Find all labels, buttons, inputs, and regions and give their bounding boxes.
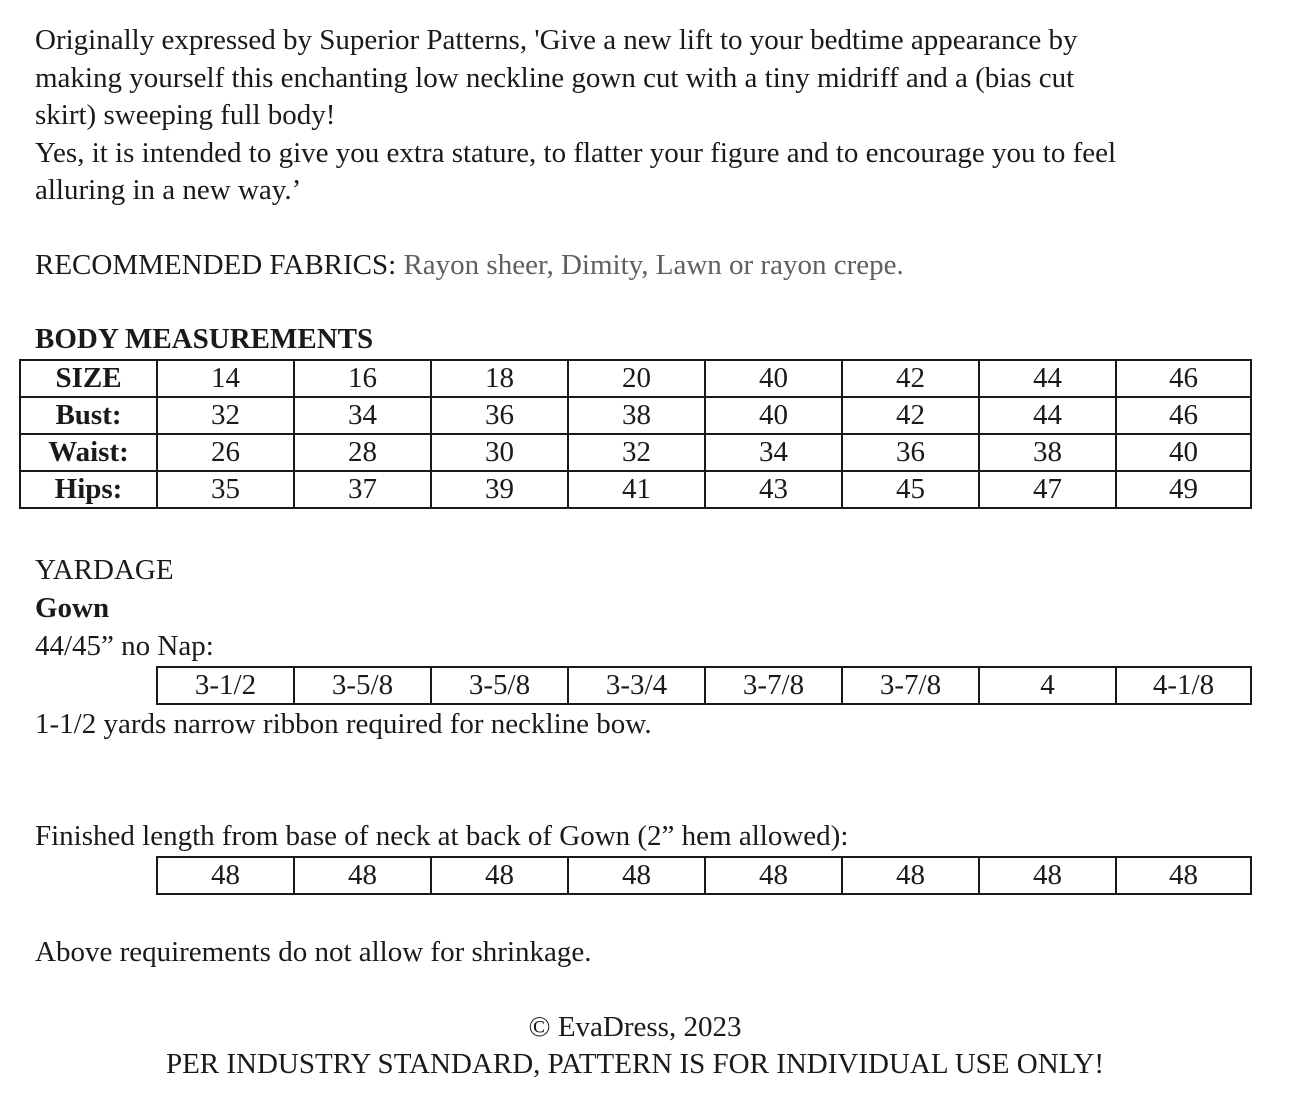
yardage-cell: 3-3/4 — [568, 667, 705, 704]
yardage-garment: Gown — [35, 592, 110, 624]
intro-line-3: skirt) sweeping full body! — [35, 99, 336, 131]
waist-cell: 32 — [568, 434, 705, 471]
length-cell: 48 — [1116, 857, 1251, 894]
length-cell: 48 — [157, 857, 294, 894]
hips-row — [20, 471, 1251, 508]
bust-cell: 44 — [979, 397, 1116, 434]
waist-label: Waist: — [20, 434, 157, 471]
waist-cell: 28 — [294, 434, 431, 471]
waist-cell: 30 — [431, 434, 568, 471]
yardage-cell: 3-5/8 — [294, 667, 431, 704]
bust-cell: 46 — [1116, 397, 1251, 434]
yardage-cell: 3-7/8 — [705, 667, 842, 704]
hips-cell: 39 — [431, 471, 568, 508]
length-cell: 48 — [842, 857, 979, 894]
size-row — [20, 360, 1251, 397]
bust-cell: 32 — [157, 397, 294, 434]
yardage-heading: YARDAGE — [35, 554, 174, 586]
hips-cell: 43 — [705, 471, 842, 508]
length-cell: 48 — [705, 857, 842, 894]
bust-cell: 40 — [705, 397, 842, 434]
finished-length-label: Finished length from base of neck at back of Gown (2” hem allowed): — [35, 820, 849, 852]
size-cell: 46 — [1116, 360, 1251, 397]
waist-row — [20, 434, 1251, 471]
yardage-cell: 3-1/2 — [157, 667, 294, 704]
yardage-cell: 4 — [979, 667, 1116, 704]
waist-cell: 26 — [157, 434, 294, 471]
bust-label: Bust: — [20, 397, 157, 434]
yardage-fabric-width: 44/45” no Nap: — [35, 630, 214, 662]
yardage-row — [157, 667, 1251, 704]
copyright: © EvaDress, 2023 — [528, 1011, 742, 1043]
waist-cell: 34 — [705, 434, 842, 471]
size-cell: 20 — [568, 360, 705, 397]
finished-length-table — [156, 856, 1252, 895]
hips-cell: 47 — [979, 471, 1116, 508]
fabrics-value: Rayon sheer, Dimity, Lawn or rayon crepe. — [403, 249, 904, 281]
size-cell: 16 — [294, 360, 431, 397]
size-label: SIZE — [20, 360, 157, 397]
size-cell: 14 — [157, 360, 294, 397]
waist-cell: 38 — [979, 434, 1116, 471]
shrinkage-note: Above requirements do not allow for shrinkage. — [35, 936, 592, 968]
intro-line-1: Originally expressed by Superior Patterns, 'Give a new lift to your bedtime appearance by — [35, 24, 1078, 56]
intro-line-4: Yes, it is intended to give you extra stature, to flatter your figure and to encourage you to feel — [35, 136, 1117, 169]
hips-cell: 45 — [842, 471, 979, 508]
length-cell: 48 — [568, 857, 705, 894]
size-cell: 44 — [979, 360, 1116, 397]
length-cell: 48 — [979, 857, 1116, 894]
hips-label: Hips: — [20, 471, 157, 508]
waist-cell: 40 — [1116, 434, 1251, 471]
bust-row — [20, 397, 1251, 434]
body-measurements-table — [19, 359, 1252, 509]
length-cell: 48 — [294, 857, 431, 894]
bust-cell: 38 — [568, 397, 705, 434]
yardage-table — [156, 666, 1252, 705]
usage-notice: PER INDUSTRY STANDARD, PATTERN IS FOR INDIVIDUAL USE ONLY! — [165, 1048, 1105, 1080]
recommended-fabrics — [35, 247, 904, 285]
hips-cell: 35 — [157, 471, 294, 508]
ribbon-note: 1-1/2 yards narrow ribbon required for neckline bow. — [35, 708, 652, 740]
yardage-cell: 3-7/8 — [842, 667, 979, 704]
bust-cell: 36 — [431, 397, 568, 434]
hips-cell: 41 — [568, 471, 705, 508]
yardage-cell: 4-1/8 — [1116, 667, 1251, 704]
yardage-cell: 3-5/8 — [431, 667, 568, 704]
waist-cell: 36 — [842, 434, 979, 471]
body-measurements-heading: BODY MEASUREMENTS — [35, 323, 374, 355]
fabrics-label: RECOMMENDED FABRICS: — [35, 249, 397, 281]
intro-line-5: alluring in a new way.’ — [35, 174, 302, 206]
finished-length-row — [157, 857, 1251, 894]
hips-cell: 49 — [1116, 471, 1251, 508]
length-cell: 48 — [431, 857, 568, 894]
size-cell: 40 — [705, 360, 842, 397]
bust-cell: 42 — [842, 397, 979, 434]
size-cell: 42 — [842, 360, 979, 397]
size-cell: 18 — [431, 360, 568, 397]
hips-cell: 37 — [294, 471, 431, 508]
intro-line-2: making yourself this enchanting low neckline gown cut with a tiny midriff and a (bias cut — [35, 61, 1075, 94]
bust-cell: 34 — [294, 397, 431, 434]
